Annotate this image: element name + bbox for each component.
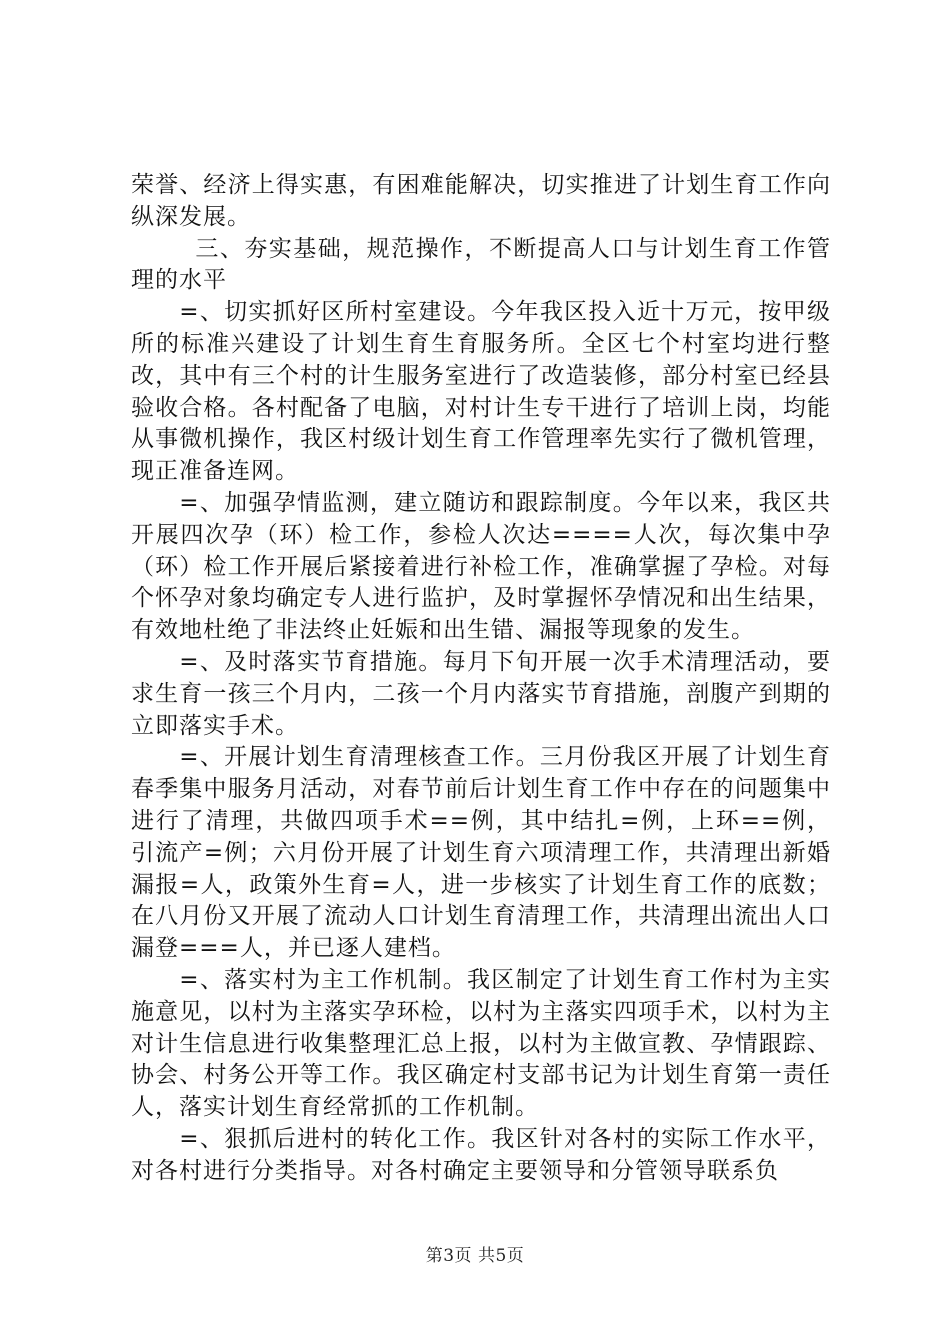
paragraph-continuation: 荣誉、经济上得实惠，有困难能解决，切实推进了计划生育工作向纵深发展。 [131, 172, 831, 230]
paragraph-lagging-villages: =、狠抓后进村的转化工作。我区针对各村的实际工作水平，对各村进行分类指导。对各村确定主要领导和分管领导联系负 [131, 1125, 831, 1184]
page-number-footer: 第3页 共5页 [425, 1246, 525, 1266]
section-heading: 三、夯实基础，规范操作，不断提高人口与计划生育工作管理的水平 [131, 235, 831, 294]
paragraph-facility-construction: =、切实抓好区所村室建设。今年我区投入近十万元，按甲级所的标准兴建设了计划生育生育服务所。全区七个村室均进行整改，其中有三个村的计生服务室进行了改造装修，部分村室已经县验收合格。各村配备了电脑，对村计生专干进行了培训上岗，均能从事微机操作，我区村级计划生育工作管理率先实行了微机管理，现正准备连网。 [131, 299, 831, 485]
paragraph-birth-control-measures: =、及时落实节育措施。每月下旬开展一次手术清理活动，要求生育一孩三个月内，二孩一个月内落实节育措施，剖腹产到期的立即落实手术。 [131, 648, 831, 739]
document-body [131, 170, 831, 1188]
paragraph-verification-work: =、开展计划生育清理核查工作。三月份我区开展了计划生育春季集中服务月活动，对春节前后计划生育工作中存在的问题集中进行了清理，共做四项手术==例，其中结扎=例，上环==例，引流产=例；六月份开展了计划生育六项清理工作，共清理出新婚漏报=人，政策外生育=人，进一步核实了计划生育工作的底数；在八月份又开展了流动人口计划生育清理工作，共清理出流出人口漏登===人，并已逐人建档。 [131, 744, 831, 962]
paragraph-village-mechanism: =、落实村为主工作机制。我区制定了计划生育工作村为主实施意见，以村为主落实孕环检，以村为主落实四项手术，以村为主对计生信息进行收集整理汇总上报，以村为主做宣教、孕情跟踪、协会、村务公开等工作。我区确定村支部书记为计划生育第一责任人，落实计划生育经常抓的工作机制。 [131, 966, 831, 1121]
paragraph-pregnancy-monitoring: =、加强孕情监测，建立随访和跟踪制度。今年以来，我区共开展四次孕（环）检工作，参检人次达====人次，每次集中孕（环）检工作开展后紧接着进行补检工作，准确掌握了孕检。对每个怀孕对象均确定专人进行监护，及时掌握怀孕情况和出生结果，有效地杜绝了非法终止妊娠和出生错、漏报等现象的发生。 [131, 489, 831, 644]
